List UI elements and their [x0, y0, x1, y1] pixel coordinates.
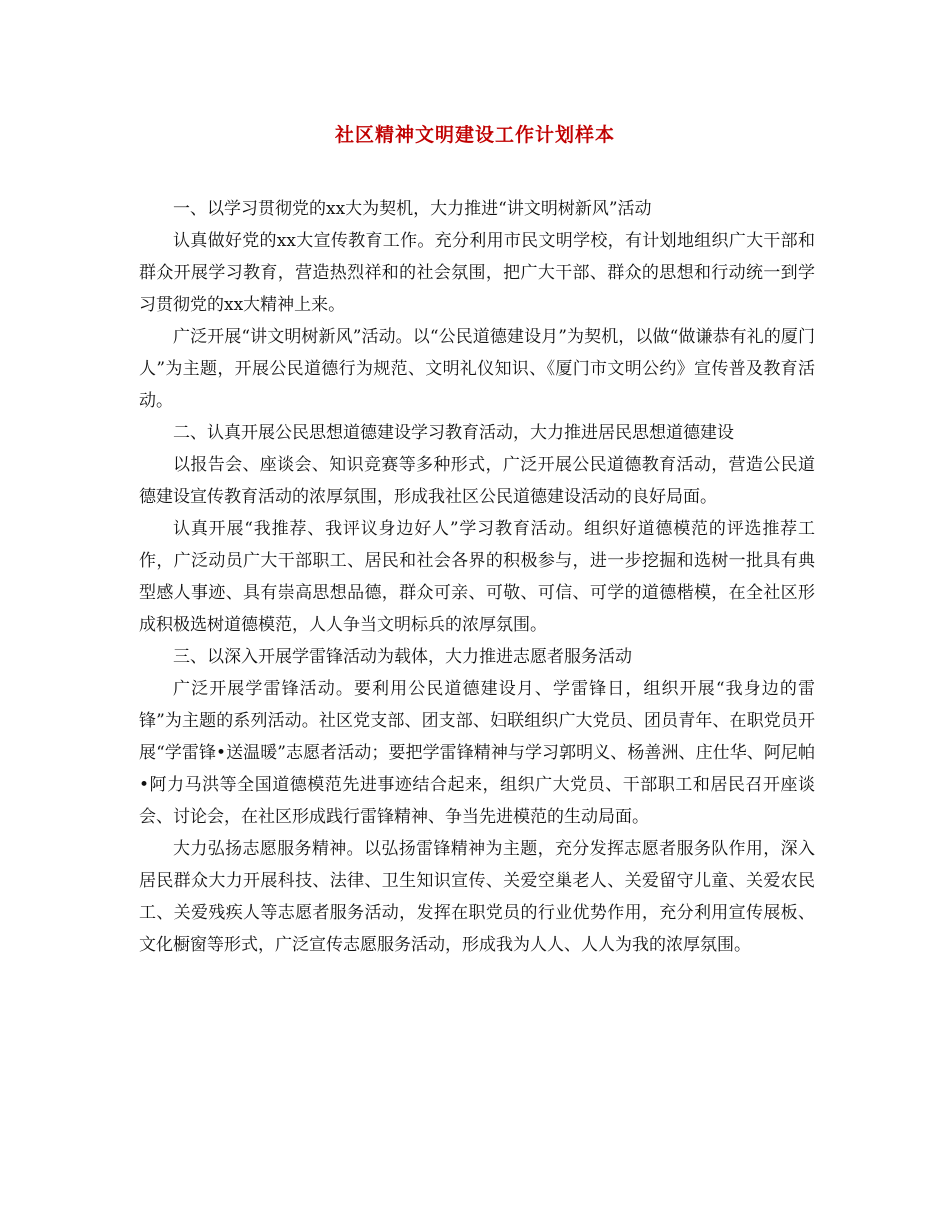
document-body: [139, 193, 815, 961]
section-heading-3: 三、以深入开展学雷锋活动为载体，大力推进志愿者服务活动: [173, 647, 632, 667]
body-paragraph: 广泛开展学雷锋活动。要利用公民道德建设月、学雷锋日，组织开展“我身边的雷锋”为主题的系列活动。社区党支部、团支部、妇联组织广大党员、团员青年、在职党员开展“学雷锋•送温暖”志愿者活动；要把学雷锋精神与学习郭明义、杨善洲、庄仕华、阿尼帕•阿力马洪等全国道德模范先进事迹结合起来，组织广大党员、干部职工和居民召开座谈会、讨论会，在社区形成践行雷锋精神、争当先进模范的生动局面。: [139, 679, 815, 827]
body-paragraph: 大力弘扬志愿服务精神。以弘扬雷锋精神为主题，充分发挥志愿者服务队作用，深入居民群众大力开展科技、法律、卫生知识宣传、关爱空巢老人、关爱留守儿童、关爱农民工、关爱残疾人等志愿者服务活动，发挥在职党员的行业优势作用，充分利用宣传展板、文化橱窗等形式，广泛宣传志愿服务活动，形成我为人人、人人为我的浓厚氛围。: [139, 839, 815, 955]
body-paragraph: 以报告会、座谈会、知识竞赛等多种形式，广泛开展公民道德教育活动，营造公民道德建设宣传教育活动的浓厚氛围，形成我社区公民道德建设活动的良好局面。: [139, 455, 815, 507]
document-title: 社区精神文明建设工作计划样本: [334, 124, 615, 146]
section-heading-2: 二、认真开展公民思想道德建设学习教育活动，大力推进居民思想道德建设: [173, 423, 734, 443]
body-paragraph: 认真做好党的xx大宣传教育工作。充分利用市民文明学校，有计划地组织广大干部和群众开展学习教育，营造热烈祥和的社会氛围，把广大干部、群众的思想和行动统一到学习贯彻党的xx大精神上来。: [139, 231, 815, 315]
section-heading-1: 一、以学习贯彻党的xx大为契机，大力推进“讲文明树新风”活动: [173, 199, 652, 219]
body-paragraph: 广泛开展“讲文明树新风”活动。以“公民道德建设月”为契机，以做“做谦恭有礼的厦门人”为主题，开展公民道德行为规范、文明礼仪知识、《厦门市文明公约》宣传普及教育活动。: [139, 327, 815, 411]
body-paragraph: 认真开展“我推荐、我评议身边好人”学习教育活动。组织好道德模范的评选推荐工作，广泛动员广大干部职工、居民和社会各界的积极参与，进一步挖掘和选树一批具有典型感人事迹、具有崇高思想品德，群众可亲、可敬、可信、可学的道德楷模，在全社区形成积极选树道德模范，人人争当文明标兵的浓厚氛围。: [139, 519, 815, 635]
